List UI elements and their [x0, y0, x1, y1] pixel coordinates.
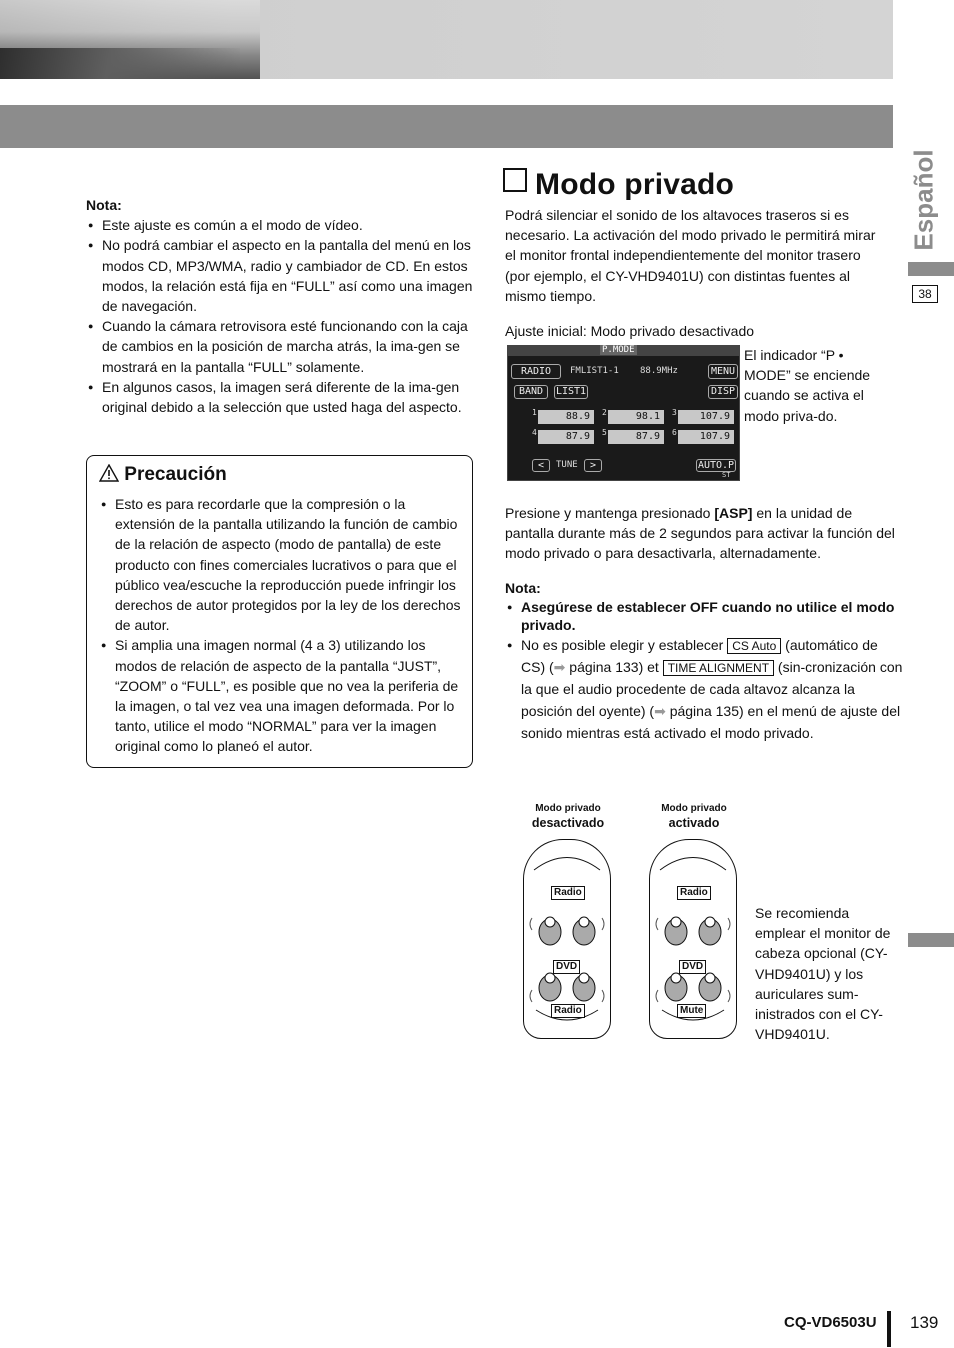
front-source: Radio [677, 886, 711, 900]
right-notes [505, 578, 903, 744]
arrow-icon: ➡ [654, 703, 666, 720]
autop-button[interactable]: AUTO.P [697, 460, 735, 471]
list-button[interactable]: LIST1 [555, 386, 587, 397]
car-caption-small: Modo privado [661, 803, 727, 814]
preset-button[interactable]: 88.9 [538, 410, 594, 424]
left-notes [86, 195, 474, 417]
preset-number: 5 [602, 428, 607, 437]
car-outline [649, 839, 737, 1039]
car-diagram [520, 803, 616, 1043]
middle-source: DVD [553, 960, 580, 974]
side-tab-lower [908, 933, 954, 947]
car-caption: activado [668, 816, 720, 830]
nota-item: ● En algunos casos, la imagen será diferente de la ima-gen original debido a la selección que usted haga del aspecto. [86, 377, 474, 417]
cs-auto-key: CS Auto [727, 638, 781, 654]
preset-button[interactable]: 107.9 [678, 410, 734, 424]
tune-right-button[interactable]: > [584, 459, 602, 472]
car-caption-small: Modo privado [535, 803, 601, 814]
header-bar [0, 105, 893, 148]
menu-button[interactable]: MENU [708, 364, 738, 379]
indicator-note: El indicador “P • MODE” se enciende cuando se activa el modo priva-do. [744, 347, 871, 424]
model-number: CQ-VD6503U [784, 1314, 877, 1331]
preset-number: 6 [672, 428, 677, 437]
nota-item: ● No podrá cambiar el aspecto en la pantalla del menú en los modos CD, MP3/WMA, radio y cambiador de CD. En estos modos, la relación está fija en “FULL” así como una imagen de navegación. [86, 235, 474, 316]
nota-label-right: Nota: [505, 580, 541, 596]
rear-source: Mute [677, 1004, 706, 1018]
preset-number: 4 [532, 428, 537, 437]
arrow-icon: ➡ [553, 659, 566, 676]
caution-box [86, 455, 473, 768]
source-label: RADIO [511, 364, 561, 379]
press-paragraph: Presione y mantenga presionado [ASP] en la unidad de pantalla durante más de 2 segundos para activar la función del modo privado o para desactivarla, alternadamente. [505, 505, 895, 562]
screen-status-bar [508, 346, 739, 356]
nota-item: ● Cuando la cámara retrovisora esté funcionando con la caja de cambios en la posición de marcha atrás, la ima-gen se mostrará en la pantalla “FULL” solamente. [86, 316, 474, 377]
nota-item-2: ● No es posible elegir y establecer CS Auto (automático de CS) (➡ página 133) et TIME ALIGNMENT (sin-cronización con la que el audio procedente de cada altavoz alcanza la posición del oyente) (➡ página 135) en el menú de ajuste del sonido mientras está activado el modo privado. [505, 634, 903, 744]
initial-setting: Ajuste inicial: Modo privado desactivado [505, 323, 755, 339]
car-diagram [646, 803, 742, 1043]
checkbox-square-icon [503, 168, 527, 192]
st-indicator: ST [722, 471, 731, 479]
band-button[interactable]: BAND [514, 385, 548, 399]
intro-paragraph: Podrá silenciar el sonido de los altavoces traseros si es necesario. La activación del modo privado le permitirá mirar el monitor frontal independientemente del monitor trasero (por ejemplo, el CY-VHD9401U) con distintas fuentes al mismo tiempo. [505, 207, 876, 304]
nota-list [86, 215, 474, 417]
nota-item-1: ● Asegúrese de establecer OFF cuando no utilice el modo privado. [505, 598, 903, 634]
nota-label: Nota: [86, 197, 122, 213]
recommend-text: Se recomienda emplear el monitor de cabeza opcional (CY-VHD9401U) y los auriculares sum-inistrados con el CY-VHD9401U. [755, 905, 891, 1043]
preset-number: 3 [672, 408, 677, 417]
header-photo [0, 0, 893, 79]
preset-button[interactable]: 107.9 [678, 430, 734, 444]
page-index-box: 38 [912, 285, 938, 303]
frequency-label: 88.9MHz [640, 366, 678, 376]
footer-divider [887, 1311, 891, 1347]
caution-list [99, 494, 465, 757]
preset-button[interactable]: 87.9 [538, 430, 594, 444]
middle-source: DVD [679, 960, 706, 974]
radio-screen [507, 345, 740, 481]
preset-number: 1 [532, 408, 537, 417]
preset-button[interactable]: 98.1 [608, 410, 664, 424]
language-tab: Español [908, 149, 939, 251]
warning-icon [99, 464, 119, 482]
car-caption: desactivado [531, 816, 605, 830]
time-alignment-key: TIME ALIGNMENT [663, 660, 774, 676]
rear-source: Radio [551, 1004, 585, 1018]
nota-item: ● Este ajuste es común a el modo de vídeo. [86, 215, 474, 235]
side-tab [908, 262, 954, 276]
caution-item: ● Esto es para recordarle que la compresión o la extensión de la pantalla utilizando la función de cambio de la relación de aspecto (modo de pantalla) de este producto con fines comerciales lucrativos o para que el público vea/escuche la reproducción puede infringir los derechos de autor protegidos por la ley de los derechos de autor. [99, 494, 465, 635]
car-outline [523, 839, 611, 1039]
page-title: Modo privado [503, 168, 734, 202]
tune-left-button[interactable]: < [532, 459, 550, 472]
caution-title: Precaución [124, 464, 227, 485]
front-source: Radio [551, 886, 585, 900]
tune-label: TUNE [556, 460, 578, 470]
preset-number: 2 [602, 408, 607, 417]
station-label: FMLIST1-1 [570, 366, 619, 376]
pmode-indicator: P.MODE [602, 345, 635, 355]
caution-heading [99, 464, 227, 486]
asp-key: [ASP] [714, 505, 753, 521]
caution-item: ● Si amplia una imagen normal (4 a 3) utilizando los modos de relación de aspecto de la pantalla “JUST”, “ZOOM” o “FULL”, es posible que no vea la periferia de la imagen, o tal vez vea una imagen deformada. Por lo tanto, utilice el modo “NORMAL” para ver la imagen original como lo planeó el autor. [99, 635, 465, 756]
page-number: 139 [910, 1313, 939, 1332]
disp-button[interactable]: DISP [708, 385, 738, 399]
preset-button[interactable]: 87.9 [608, 430, 664, 444]
